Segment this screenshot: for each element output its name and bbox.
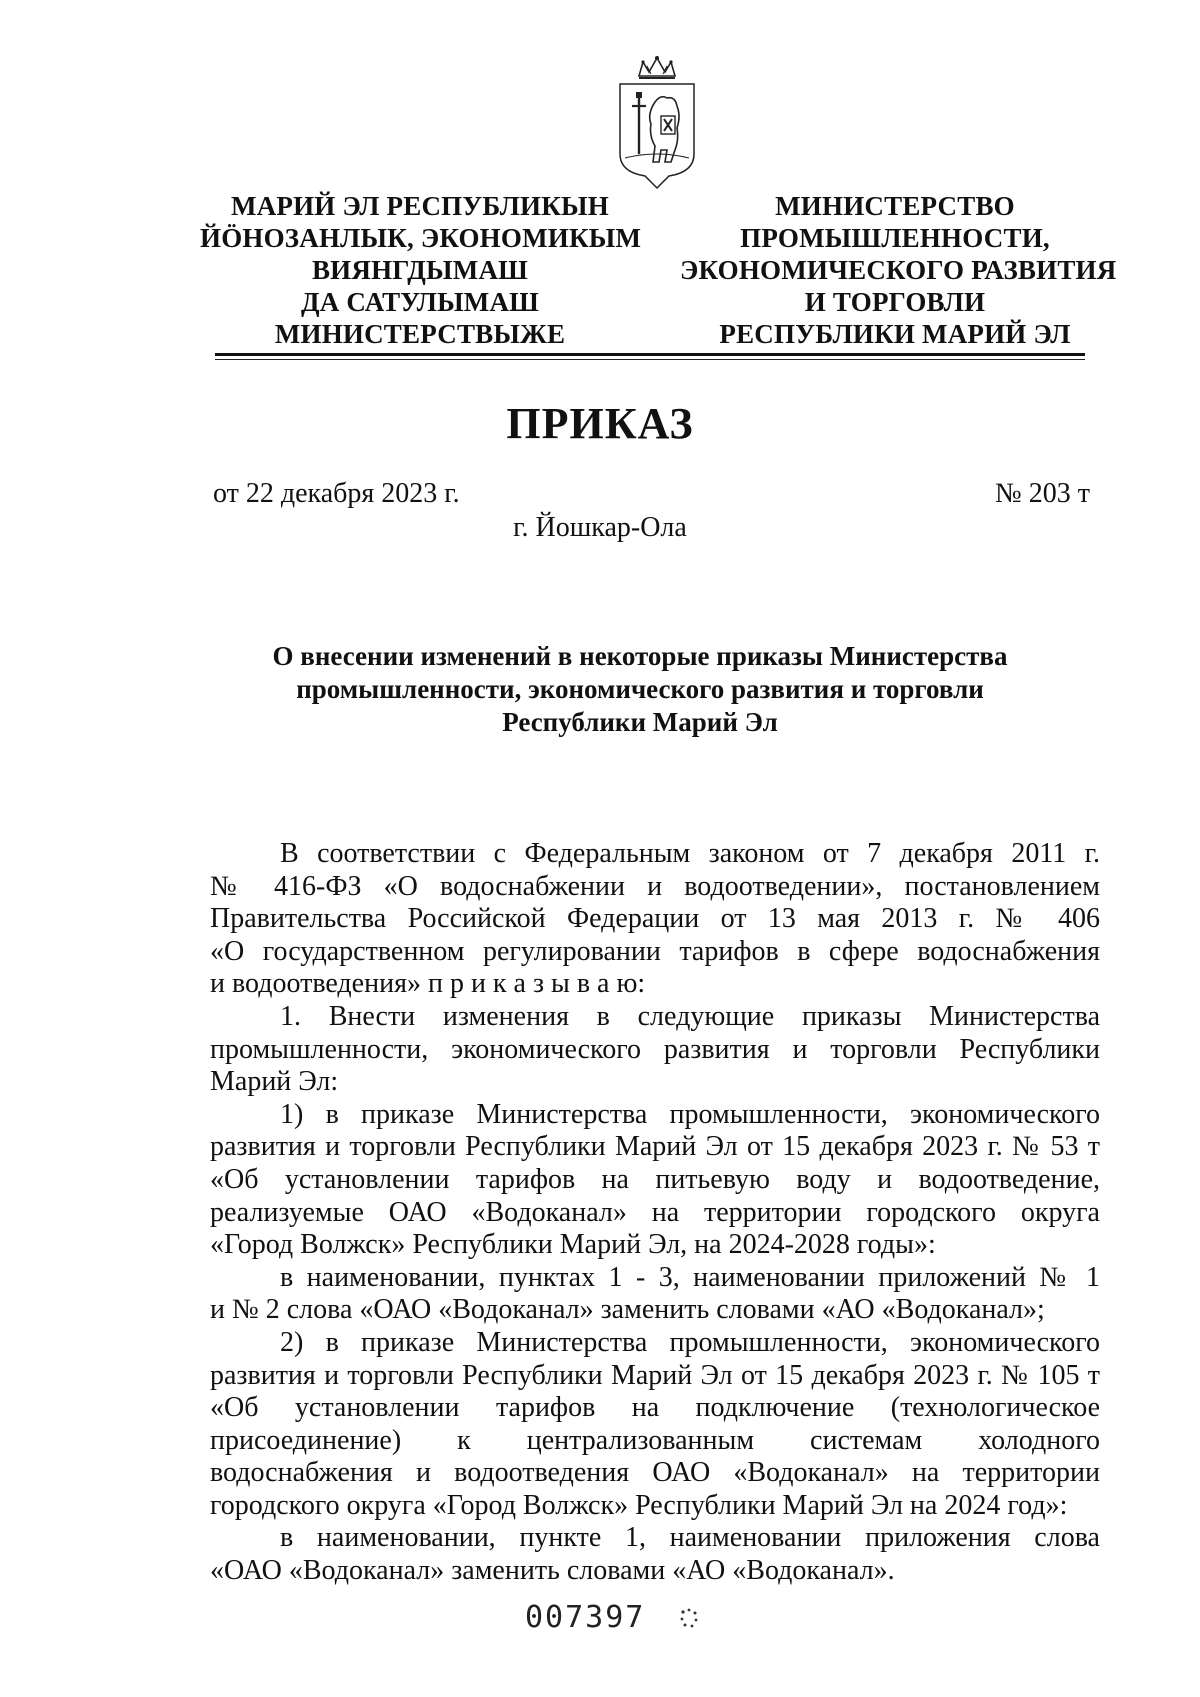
body-line: 2) в приказе Министерства промышленности, экономического	[280, 1326, 1100, 1358]
header-right-line: ПРОМЫШЛЕННОСТИ,	[740, 223, 1050, 253]
subject-line: Республики Марий Эл	[502, 707, 778, 737]
body-line: присоединение) к централизованным системам холодного	[210, 1424, 1100, 1456]
header-left-line: МАРИЙ ЭЛ РЕСПУБЛИКЫН	[231, 191, 609, 221]
body-line: «Об установлении тарифов на питьевую воду и водоотведение,	[210, 1163, 1100, 1195]
body-line: реализуемые ОАО «Водоканал» на территории городского округа	[210, 1196, 1100, 1228]
document-title: ПРИКАЗ	[506, 399, 694, 448]
body-line: водоснабжения и водоотведения ОАО «Водоканал» на территории	[210, 1457, 1100, 1489]
header-right-line: РЕСПУБЛИКИ МАРИЙ ЭЛ	[719, 319, 1071, 349]
coat-of-arms-emblem	[617, 54, 697, 204]
body-line: в наименовании, пункте 1, наименовании приложения слова	[280, 1522, 1100, 1554]
document-number: № 203 т	[995, 478, 1090, 509]
header-divider-thick	[215, 353, 1085, 356]
body-line: «ОАО «Водоканал» заменить словами «АО «Водоканал».	[210, 1555, 895, 1587]
header-left-line: ДА САТУЛЫМАШ	[300, 287, 540, 317]
document-subject	[200, 640, 1080, 739]
stamp-dots-icon	[677, 1606, 701, 1630]
header-right-line: ЭКОНОМИЧЕСКОГО РАЗВИТИЯ	[680, 255, 1117, 285]
body-line: и № 2 слова «ОАО «Водоканал» заменить словами «АО «Водоканал»;	[210, 1294, 1045, 1326]
body-line: 1. Внести изменения в следующие приказы Министерства	[280, 1000, 1100, 1032]
body-line: «О государственном регулировании тарифов в сфере водоснабжения	[210, 935, 1100, 967]
body-line: № 416-ФЗ «О водоснабжении и водоотведении», постановлением	[210, 870, 1100, 902]
header-mari-ministry-name	[200, 190, 640, 350]
body-line: промышленности, экономического развития и торговли Республики	[210, 1033, 1100, 1065]
body-line: Марий Эл:	[210, 1066, 339, 1098]
body-line: «Об установлении тарифов на подключение (технологическое	[210, 1392, 1100, 1424]
body-line: в наименовании, пунктах 1 - 3, наименовании приложений № 1	[280, 1261, 1100, 1293]
header-divider-thin	[215, 359, 1085, 360]
body-line: развития и торговли Республики Марий Эл от 15 декабря 2023 г. № 105 т	[210, 1359, 1100, 1391]
header-russian-ministry-name	[680, 190, 1117, 350]
header-left-line: ВИЯНГДЫМАШ	[311, 255, 529, 285]
document-city: г. Йошкар-Ола	[513, 512, 687, 543]
header-left-line: МИНИСТЕРСТВЫЖЕ	[274, 319, 566, 349]
subject-line: промышленности, экономического развития и торговли	[296, 674, 984, 704]
header-left-line: ЙӦНОЗАНЛЫК, ЭКОНОМИКЫМ	[200, 223, 642, 253]
body-line: развития и торговли Республики Марий Эл от 15 декабря 2023 г. № 53 т	[210, 1131, 1100, 1163]
body-line: городского округа «Город Волжск» Республики Марий Эл на 2024 год»:	[210, 1489, 1068, 1521]
body-line: Правительства Российской Федерации от 13 мая 2013 г. № 406	[210, 903, 1100, 935]
document-body	[210, 838, 1100, 1588]
body-line: 1) в приказе Министерства промышленности, экономического	[280, 1098, 1100, 1130]
body-line: и водоотведения» п р и к а з ы в а ю:	[210, 968, 646, 1000]
body-line: В соответствии с Федеральным законом от 7 декабря 2011 г.	[280, 838, 1100, 869]
document-serial-number: 007397	[525, 1600, 646, 1635]
subject-line: О внесении изменений в некоторые приказы Министерства	[272, 641, 1008, 671]
header-right-line: И ТОРГОВЛИ	[804, 287, 986, 317]
document-date: от 22 декабря 2023 г.	[213, 478, 460, 509]
body-line: «Город Волжск» Республики Марий Эл, на 2024-2028 годы»:	[210, 1229, 936, 1261]
header-right-line: МИНИСТЕРСТВО	[775, 191, 1015, 221]
